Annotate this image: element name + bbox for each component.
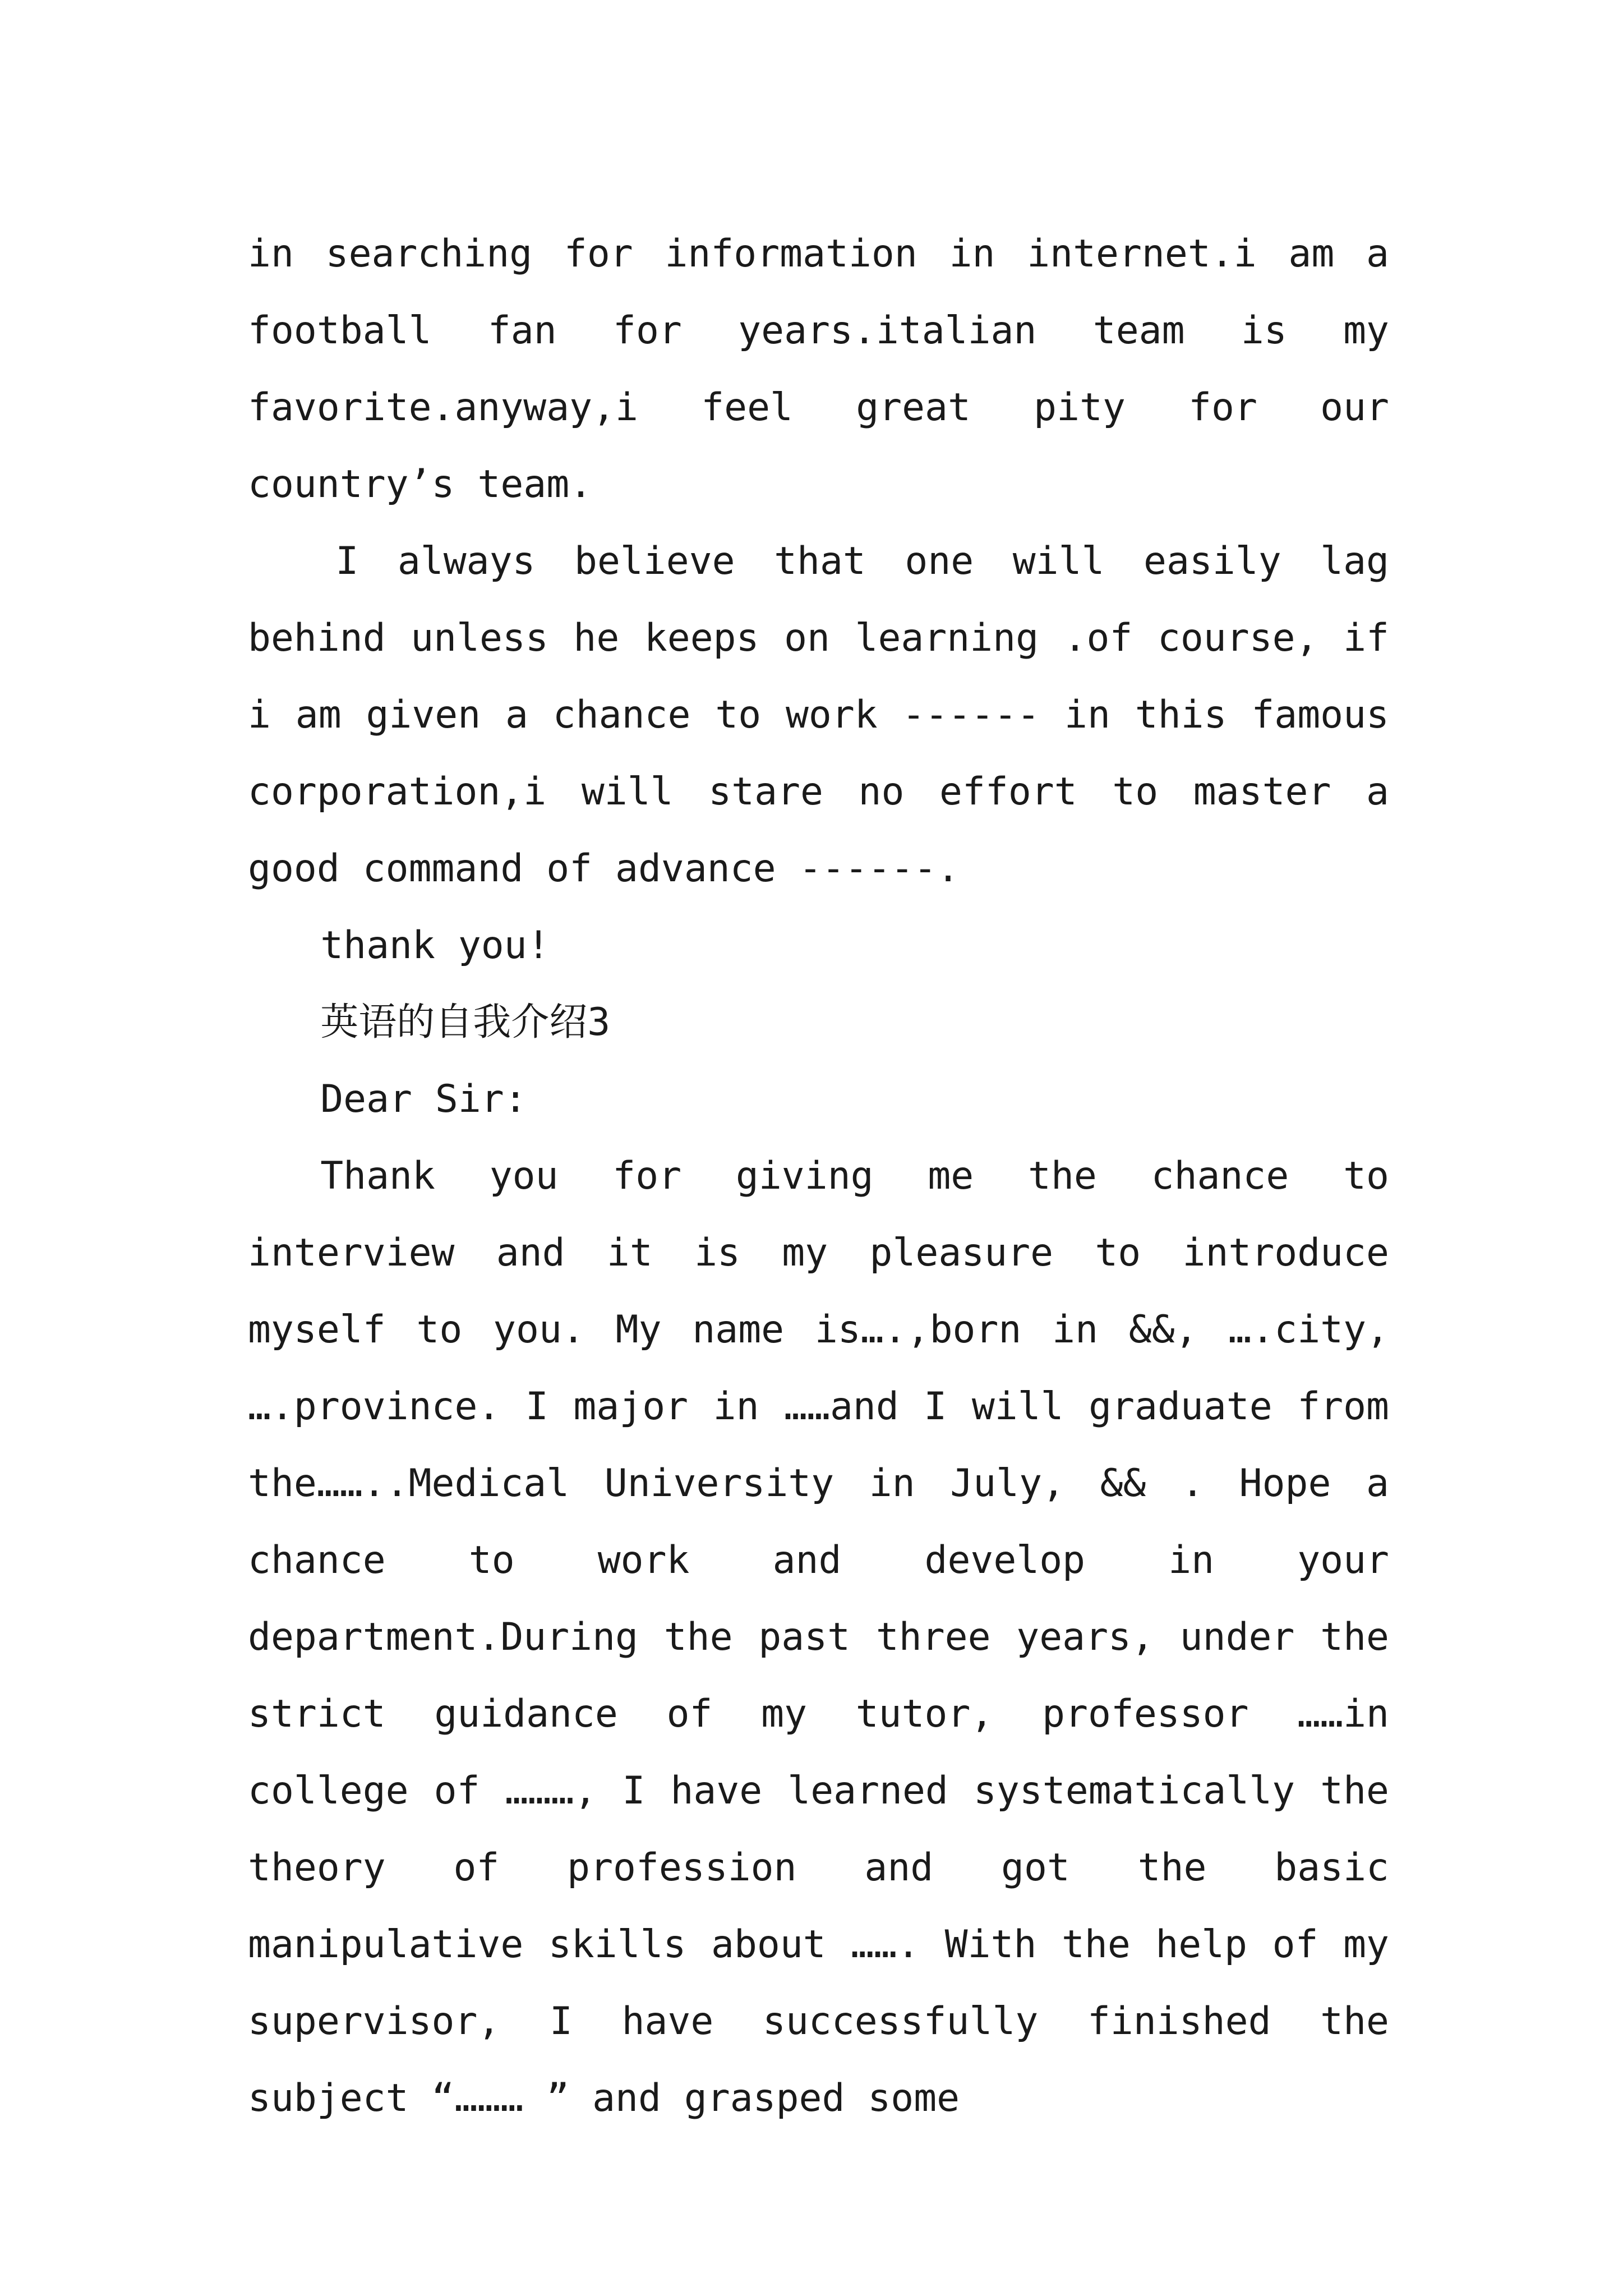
section-heading: 英语的自我介绍3 bbox=[320, 1000, 611, 1045]
paragraph-continued: in searching for information in internet.i am a football fan for years.italian team is my favorite.anyway,i feel great pity for our country’s team. bbox=[248, 232, 1389, 507]
document-body bbox=[248, 215, 1389, 2137]
paragraph-thanks: thank you! bbox=[320, 923, 550, 968]
salutation: Dear Sir: bbox=[320, 1077, 527, 1121]
paragraph-introduction: Thank you for giving me the chance to interview and it is my pleasure to introduce myself to you. My name is….,born in &&, ….city, ….province. I major in ……and I will graduate from the……..Medical University in July, && . Hope a chance to work and develop in your department.During the past three years, under the strict guidance of my tutor, professor ……in college of ………, I have learned systematically the theory of profession and got the basic manipulative skills about ……. With the help of my supervisor, I have successfully finished the subject “……… ” and grasped some bbox=[248, 1154, 1389, 2120]
paragraph-learning: I always believe that one will easily lag behind unless he keeps on learning .of course, if i am given a chance to work ------ in this famous corporation,i will stare no effort to master a good command of advance ------. bbox=[248, 539, 1389, 891]
